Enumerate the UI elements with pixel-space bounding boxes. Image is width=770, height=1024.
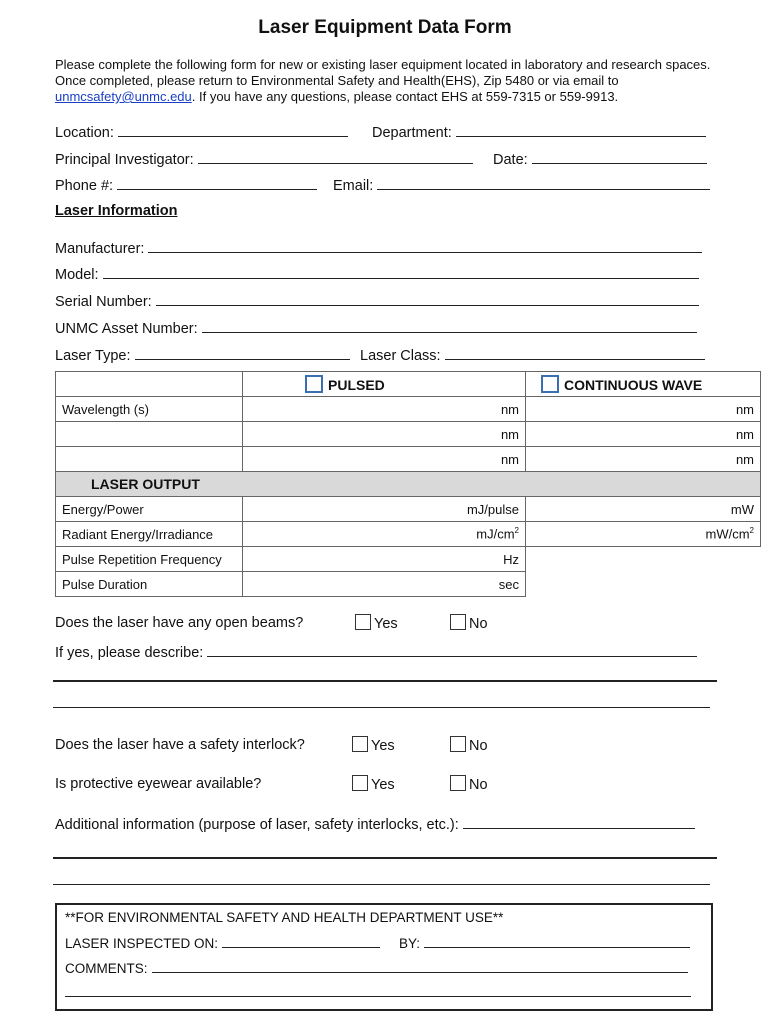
interlock-no-checkbox[interactable]	[450, 736, 466, 752]
model-line[interactable]	[103, 264, 699, 279]
inspected-by-field[interactable]	[399, 933, 690, 951]
model-field[interactable]	[55, 264, 699, 283]
table-row	[56, 572, 761, 597]
ehs-header: **FOR ENVIRONMENTAL SAFETY AND HEALTH DEPARTMENT USE**	[65, 910, 504, 925]
pulsed-checkbox[interactable]	[305, 375, 323, 393]
table-header-row	[56, 372, 761, 397]
superscript-2: 2	[749, 526, 754, 536]
open-beams-question: Does the laser have any open beams?	[55, 615, 304, 631]
open-beams-no-option[interactable]	[450, 614, 488, 632]
manufacturer-field[interactable]	[55, 238, 702, 257]
additional-info-field[interactable]	[55, 814, 695, 833]
table-row	[56, 397, 761, 422]
open-beams-yes-checkbox[interactable]	[355, 614, 371, 630]
laser-output-row	[56, 472, 761, 497]
interlock-yes-checkbox[interactable]	[352, 736, 368, 752]
comments-label: COMMENTS:	[65, 961, 148, 976]
intro-text-2: . If you have any questions, please contact EHS at 559-7315 or 559-9913.	[191, 89, 619, 104]
additional-extra-line-2[interactable]	[53, 884, 710, 885]
form-title: Laser Equipment Data Form	[258, 17, 512, 38]
table-corner-cell	[56, 372, 243, 397]
cw-irradiance-cell[interactable]	[526, 522, 761, 547]
wavelength-label: Wavelength (s)	[56, 397, 243, 422]
eyewear-yes-checkbox[interactable]	[352, 775, 368, 791]
table-row	[56, 547, 761, 572]
eyewear-question: Is protective eyewear available?	[55, 776, 262, 792]
cw-power-cell[interactable]: mW	[526, 497, 761, 522]
mj-cm-unit: mJ/cm	[476, 526, 515, 542]
pi-line[interactable]	[198, 149, 473, 164]
eyewear-no-option[interactable]	[450, 775, 488, 793]
phone-label: Phone #:	[55, 178, 114, 194]
manufacturer-label: Manufacturer:	[55, 241, 145, 257]
interlock-yes-option[interactable]	[352, 736, 395, 754]
cw-wavelength-3[interactable]: nm	[526, 447, 761, 472]
date-line[interactable]	[532, 149, 707, 164]
pulsed-label: PULSED	[328, 377, 385, 393]
describe-label: If yes, please describe:	[55, 645, 204, 661]
serial-number-line[interactable]	[156, 291, 699, 306]
location-label: Location:	[55, 125, 114, 141]
pulsed-wavelength-3[interactable]: nm	[243, 447, 526, 472]
describe-extra-line-1[interactable]	[53, 680, 717, 682]
inspected-on-line[interactable]	[222, 933, 380, 948]
phone-line[interactable]	[117, 175, 317, 190]
serial-number-field[interactable]	[55, 291, 699, 310]
table-cell-empty	[56, 447, 243, 472]
pulsed-header[interactable]	[243, 372, 526, 397]
department-label: Department:	[372, 125, 452, 141]
pulsed-energy-cell[interactable]: mJ/pulse	[243, 497, 526, 522]
table-row	[56, 447, 761, 472]
pulsed-radiant-cell[interactable]	[243, 522, 526, 547]
additional-info-label: Additional information (purpose of laser, safety interlocks, etc.):	[55, 817, 459, 833]
continuous-wave-label: CONTINUOUS WAVE	[564, 377, 703, 393]
laser-type-label: Laser Type:	[55, 348, 131, 364]
open-beams-no-checkbox[interactable]	[450, 614, 466, 630]
date-field[interactable]	[493, 149, 707, 168]
table-cell-blank	[526, 572, 761, 597]
additional-info-line[interactable]	[463, 814, 695, 829]
comments-line[interactable]	[152, 958, 688, 973]
laser-type-line[interactable]	[135, 345, 350, 360]
yes-label: Yes	[371, 777, 395, 793]
no-label: No	[469, 616, 488, 632]
inspected-on-field[interactable]	[65, 933, 380, 951]
cw-header[interactable]	[526, 372, 761, 397]
asset-number-field[interactable]	[55, 318, 697, 337]
pulsed-wavelength-1[interactable]: nm	[243, 397, 526, 422]
laser-type-field[interactable]	[55, 345, 350, 364]
location-field[interactable]	[55, 122, 348, 141]
location-line[interactable]	[118, 122, 348, 137]
energy-power-label: Energy/Power	[56, 497, 243, 522]
model-label: Model:	[55, 267, 99, 283]
ehs-use-box	[55, 903, 713, 1011]
email-label: Email:	[333, 178, 374, 194]
superscript-2: 2	[514, 526, 519, 536]
eyewear-no-checkbox[interactable]	[450, 775, 466, 791]
cw-wavelength-2[interactable]: nm	[526, 422, 761, 447]
ehs-email-link[interactable]: unmcsafety@unmc.edu	[55, 89, 192, 104]
pi-label: Principal Investigator:	[55, 152, 194, 168]
laser-output-heading: LASER OUTPUT	[56, 472, 761, 497]
email-line[interactable]	[377, 175, 710, 190]
asset-number-label: UNMC Asset Number:	[55, 321, 198, 337]
table-row	[56, 522, 761, 547]
pulsed-wavelength-2[interactable]: nm	[243, 422, 526, 447]
asset-number-line[interactable]	[202, 318, 697, 333]
laser-class-label: Laser Class:	[360, 348, 441, 364]
radiant-label: Radiant Energy/Irradiance	[56, 522, 243, 547]
eyewear-yes-option[interactable]	[352, 775, 395, 793]
yes-label: Yes	[371, 738, 395, 754]
describe-line[interactable]	[207, 642, 697, 657]
prf-label: Pulse Repetition Frequency	[56, 547, 243, 572]
laser-class-field[interactable]	[360, 345, 705, 364]
additional-extra-line-1[interactable]	[53, 857, 717, 859]
inspected-by-label: BY:	[399, 936, 421, 951]
comments-field[interactable]	[65, 958, 688, 976]
continuous-wave-checkbox[interactable]	[541, 375, 559, 393]
inspected-by-line[interactable]	[424, 933, 690, 948]
interlock-no-option[interactable]	[450, 736, 488, 754]
yes-label: Yes	[374, 616, 398, 632]
department-line[interactable]	[456, 122, 706, 137]
intro-paragraph	[55, 57, 725, 105]
table-row	[56, 497, 761, 522]
open-beams-yes-option[interactable]	[355, 614, 398, 632]
table-row	[56, 422, 761, 447]
describe-field[interactable]	[55, 642, 697, 661]
interlock-question: Does the laser have a safety interlock?	[55, 737, 305, 753]
phone-field[interactable]	[55, 175, 317, 194]
pulsed-prf-cell[interactable]: Hz	[243, 547, 526, 572]
duration-label: Pulse Duration	[56, 572, 243, 597]
pulsed-duration-cell[interactable]: sec	[243, 572, 526, 597]
comments-extra-line[interactable]	[65, 996, 691, 997]
table-cell-blank	[526, 547, 761, 572]
date-label: Date:	[493, 152, 528, 168]
email-field[interactable]	[333, 175, 710, 194]
laser-info-heading: Laser Information	[55, 203, 178, 219]
serial-number-label: Serial Number:	[55, 294, 152, 310]
laser-class-line[interactable]	[445, 345, 705, 360]
pi-field[interactable]	[55, 149, 473, 168]
mw-cm-unit: mW/cm	[705, 526, 750, 542]
laser-parameters-table	[55, 371, 761, 597]
manufacturer-line[interactable]	[148, 238, 702, 253]
table-cell-empty	[56, 422, 243, 447]
cw-wavelength-1[interactable]: nm	[526, 397, 761, 422]
inspected-on-label: LASER INSPECTED ON:	[65, 936, 219, 951]
no-label: No	[469, 777, 488, 793]
describe-extra-line-2[interactable]	[53, 707, 710, 708]
department-field[interactable]	[372, 122, 706, 141]
no-label: No	[469, 738, 488, 754]
intro-text-1: Please complete the following form for new or existing laser equipment located in laboratory and research spaces. Once completed, please return to Environmental Safety and Health(EHS), Zip 5480 or via email to	[55, 57, 711, 88]
